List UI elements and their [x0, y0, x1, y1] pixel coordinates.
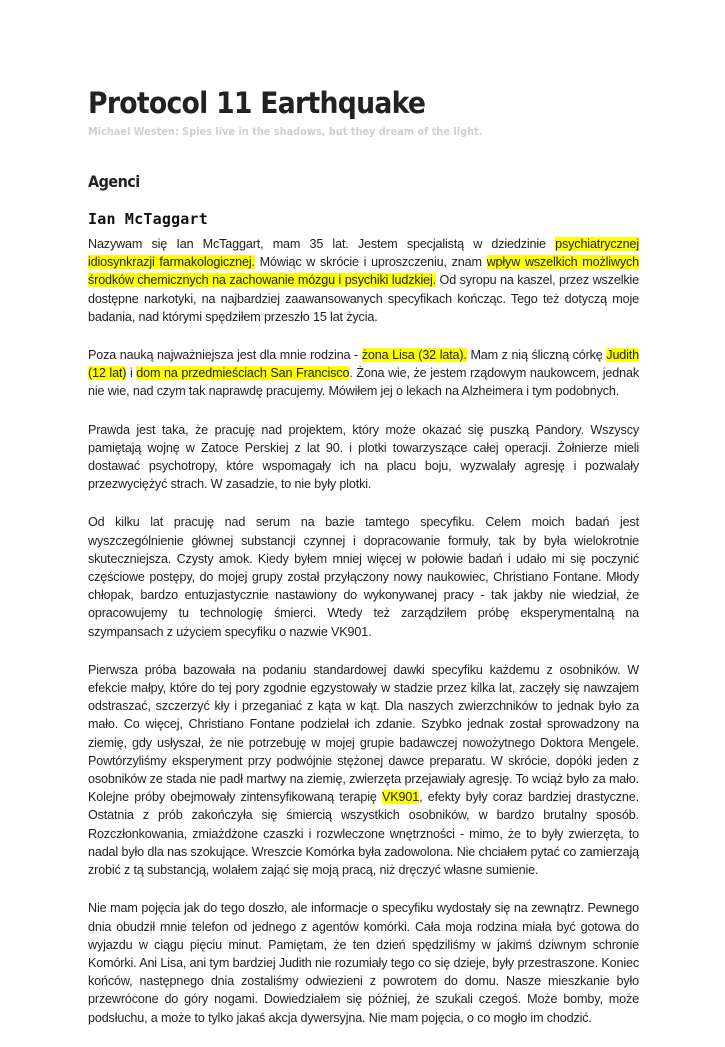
- highlighted-text: Judith (12 lat): [88, 348, 640, 381]
- highlighted-text: żona Lisa (32 lata).: [361, 348, 467, 363]
- paragraph-truth: [88, 421, 639, 494]
- text-run: Mam z nią śliczną córkę: [466, 348, 607, 363]
- document-subtitle: Michael Westen: Spies live in the shadows, but they dream of the light.: [88, 126, 483, 138]
- text-run: . Żona wie, że jestem rządowym naukowcem, jednak nie wie, nad czym tak naprawdę pracujemy. Mówiłem jej o lekach na Alzheimera i tym podobnych.: [88, 366, 639, 399]
- paragraph-research: [88, 513, 639, 640]
- text-run: Od syropu na kaszel, przez wszelkie dostępne narkotyki, na najbardziej zaawansowanych specyfikach kończąc. Tego też dotyczą moje badania, nad którymi spędziłem przeszło 15 lat życia.: [88, 273, 639, 324]
- text-run: Od kilku lat pracuję nad serum na bazie tamtego specyfiku. Celem moich badań jest wyszczególnienie głównej substancji czynnej i dopracowanie formuły, tak by była wielokrotnie skuteczniejsza. Czysty amok. Kiedy byłem mniej więcej w połowie badań i udało mi się poczynić częściowe postępy, do mojej grupy został przyłączony nowy naukowiec, Christiano Fontane. Młody chłopak, bardzo entuzjastycznie nastawiony do wykonywanej pracy - tak jakby nie wiedział, że opracowujemy tu technologię śmierci. Wtedy też zarządziłem próbę eksperymentalną na szympansach z użyciem specyfiku o nazwie VK901.: [88, 515, 639, 639]
- highlighted-text: psychiatrycznej idiosynkrazji farmakologicznej.: [88, 237, 639, 270]
- text-run: Poza nauką najważniejsza jest dla mnie rodzina -: [88, 348, 362, 363]
- paragraph-family: [88, 346, 639, 401]
- text-run: i: [126, 366, 137, 381]
- agent-name-heading: Ian McTaggart: [88, 210, 208, 228]
- text-run: , efekty były coraz bardziej drastyczne. Ostatnia z prób zakończyła się śmiercią wszystkich osobników, w bardzo brutalny sposób. Rozczłonkowania, zmiażdżone czaszki i rozwleczone wnętrzności - mimo, że to były zwierzęta, to nadal było dla nas szokujące. Wreszcie Komórka była zadowolona. Nie chciałem pytać co zamierzają zrobić z tą substancją, wolałem zająć się moją pracą, niż dręczyć własne sumienie.: [88, 790, 639, 878]
- text-run: Pierwsza próba bazowała na podaniu standardowej dawki specyfiku każdemu z osobników. W efekcie małpy, które do tej pory zgodnie egzystowały w stadzie przez kilka lat, zaczęły się nawzajem odstraszać, szczerzyć kły i przeganiać z kąta w kąt. Dla naszych zwierzchników to jednak było za mało. Co więcej, Christiano Fontane podzielał ich zdanie. Szybko jednak został sprowadzony na ziemię, gdy usłyszał, że nie potrzebuję w mojej grupie badawczej nowożytnego Doktora Mengele. Powtórzyliśmy eksperyment przy podwójnie stężonej dawce preparatu. W skrócie, dopóki jeden z osobników ze stada nie padł martwy na ziemię, zwierzęta przejawiały agresję. To wciąż było za mało. Kolejne próby obejmowały zintensyfikowaną terapię: [88, 662, 639, 805]
- body-text: [88, 235, 639, 1047]
- highlighted-text: dom na przedmieściach San Francisco: [136, 366, 350, 381]
- text-run: Nazywam się Ian McTaggart, mam 35 lat. Jestem specjalistą w dziedzinie: [88, 237, 556, 251]
- paragraph-experiments: [88, 661, 639, 879]
- section-heading: Agenci: [88, 172, 140, 191]
- text-run: Nie mam pojęcia jak do tego doszło, ale informacje o specyfiku wydostały się na zewnątrz. Pewnego dnia obudził mnie telefon od jednego z agentów komórki. Cała moja rodzina miała być gotowa do wyjazdu w ciągu pięciu minut. Pamiętam, że ten dzień spędziliśmy w jakimś dziwnym schronie Komórki. Ani Lisa, ani tym bardziej Judith nie rozumiały tego co się dzieje, były przestraszone. Koniec końców, następnego dnia zostaliśmy odwiezieni z powrotem do domu. Nasze mieszkanie było przewrócone do góry nogami. Dowiedziałem się później, że szukali czegoś. Może bomby, może podsłuchu, a może to tylko jakaś akcja dywersyjna. Nie mam pojęcia, o co mogło im chodzić.: [88, 901, 639, 1025]
- highlighted-text: wpływ wszelkich możliwych środków chemicznych na zachowanie mózgu i psychiki ludzkiej.: [88, 255, 639, 288]
- text-run: Mówiąc w skrócie i uproszczeniu, znam: [254, 255, 487, 270]
- text-run: Prawda jest taka, że pracuję nad projektem, który może okazać się puszką Pandory. Wszyscy pamiętają wojnę w Zatoce Perskiej z lat 90. i plotki towarzyszące całej operacji. Żołnierze mieli dostawać psychotropy, które wspomagały ich na placu boju, wyzwalały agresję i pozwalały przezwyciężyć strach. W zasadzie, to nie były plotki.: [88, 422, 639, 492]
- paragraph-incident: [88, 899, 639, 1026]
- highlighted-text: VK901: [382, 790, 420, 805]
- document-title: Protocol 11 Earthquake: [88, 86, 426, 120]
- paragraph-intro: [88, 235, 639, 326]
